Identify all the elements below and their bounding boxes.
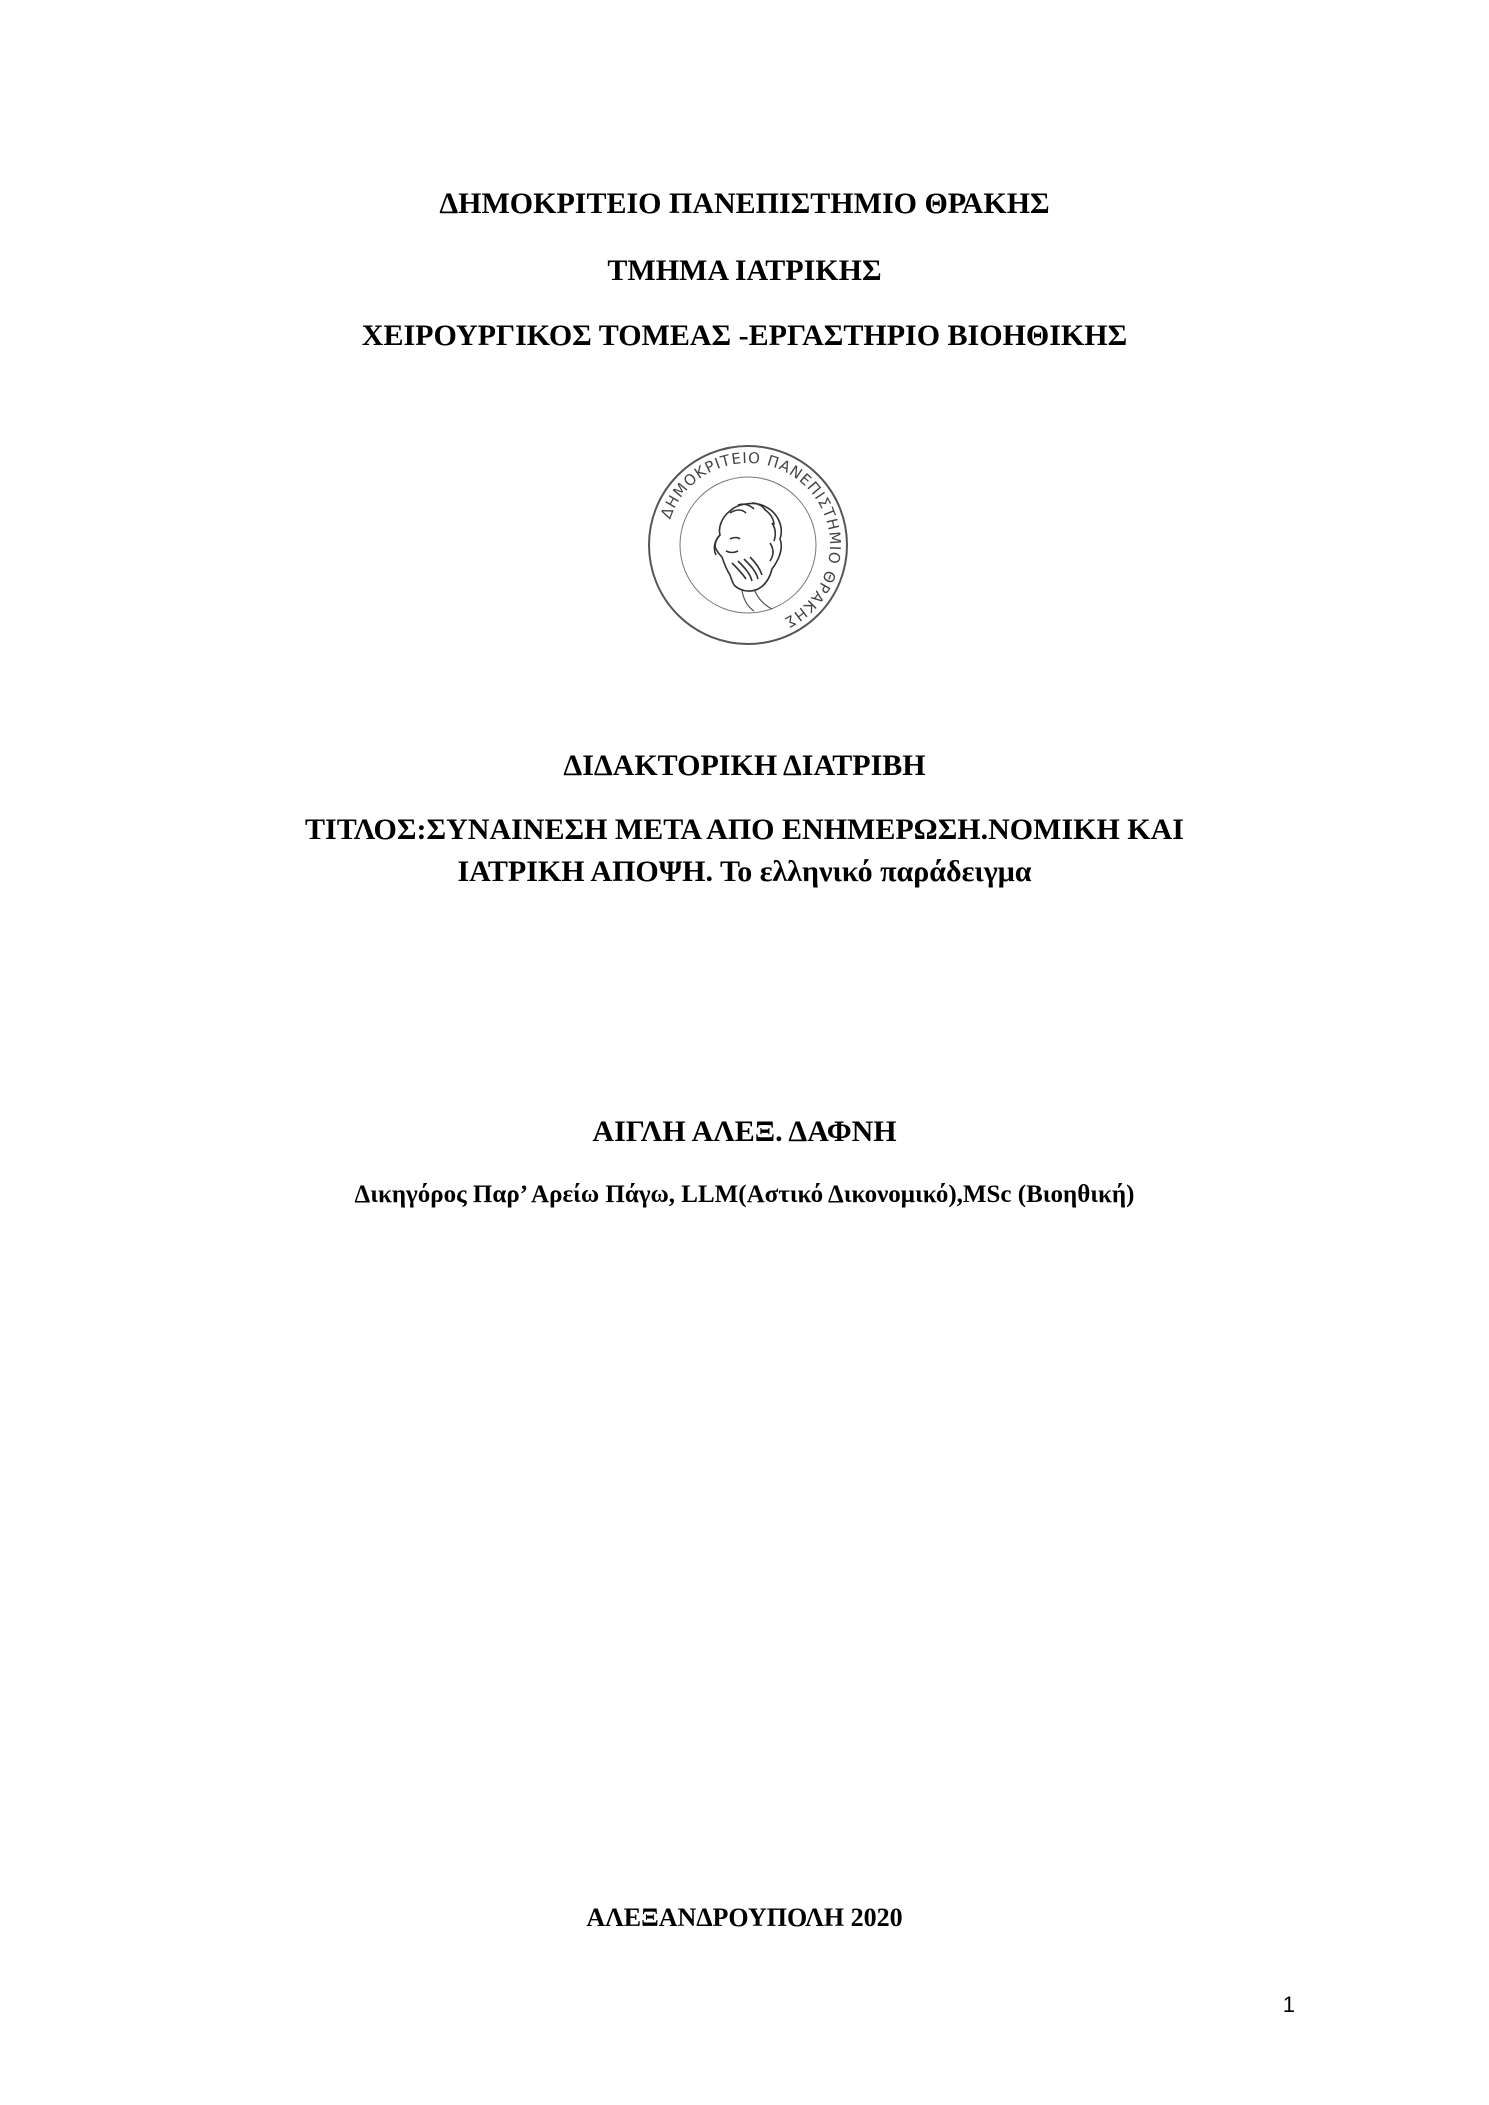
author-credentials: Δικηγόρος Παρ’ Αρείω Πάγω, LLM(Αστικό Δικονομικό),MSc (Βιοηθική) — [354, 1181, 1135, 1208]
thesis-title-line-2: ΙΑΤΡΙΚΗ ΑΠΟΨΗ. Το ελληνικό παράδειγμα — [457, 855, 1032, 888]
university-seal-icon — [646, 443, 850, 647]
svg-text:ΔΗΜΟΚΡΙΤΕΙΟ ΠΑΝΕΠΙΣΤΗΜΙΟ ΘΡΑΚΗ: ΔΗΜΟΚΡΙΤΕΙΟ ΠΑΝΕΠΙΣΤΗΜΙΟ ΘΡΑΚΗΣ — [656, 448, 845, 632]
city-year: ΑΛΕΞΑΝΔΡΟΥΠΟΛΗ 2020 — [586, 1903, 903, 1932]
author-name: ΑΙΓΛΗ ΑΛΕΞ. ΔΑΦΝΗ — [592, 1115, 897, 1148]
thesis-title-line-1: ΤΙΤΛΟΣ:ΣΥΝΑΙΝΕΣΗ ΜΕΤΑ ΑΠΟ ΕΝΗΜΕΡΩΣΗ.ΝΟΜΙΚΗ ΚΑΙ — [305, 813, 1184, 846]
page-number: 1 — [1282, 1992, 1295, 2017]
university-name: ΔΗΜΟΚΡΙΤΕΙΟ ΠΑΝΕΠΙΣΤΗΜΙΟ ΘΡΑΚΗΣ — [439, 187, 1050, 220]
sector-name: ΧΕΙΡΟΥΡΓΙΚΟΣ ΤΟΜΕΑΣ -ΕΡΓΑΣΤΗΡΙΟ ΒΙΟΗΘΙΚΗΣ — [361, 319, 1128, 352]
document-type: ΔΙΔΑΚΤΟΡΙΚΗ ΔΙΑΤΡΙΒΗ — [563, 749, 926, 782]
department-name: ΤΜΗΜΑ ΙΑΤΡΙΚΗΣ — [607, 254, 882, 287]
